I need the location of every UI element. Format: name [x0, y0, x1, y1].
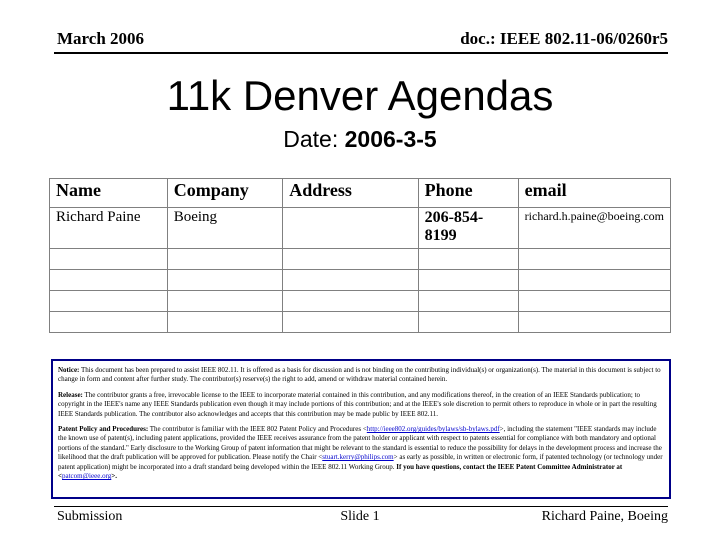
table-row	[50, 208, 671, 249]
chair-email-link[interactable]: stuart.kerry@philips.com	[322, 453, 394, 462]
header-rule	[54, 52, 668, 54]
empty-row	[50, 249, 671, 270]
patent-text-3: > as early as possible, in written or electronic form, if patented technology (or technology under patent application) might be incorporated into a draft standard being developed within the IEEE 802.11 Working Group.	[58, 453, 663, 471]
release-label: Release:	[58, 390, 83, 399]
slide-date	[0, 126, 720, 153]
patent-label: Patent Policy and Procedures:	[58, 425, 149, 434]
notice-box	[51, 359, 671, 499]
patent-bold-text: If you have questions, contact the IEEE Patent Committee Administrator at <	[58, 462, 623, 481]
author-phone: 206-854-8199	[418, 208, 518, 249]
patent-text-2: >, including the statement "IEEE standards may include the known use of patent(s), including patent applications, provided the IEEE receives assurance from the patent holder or applicant with respect to patents essential for compliance with both mandatory and optional portions of the standard." Early disclosure to the Working Group of patent information that might be relevant to the standard is essential to reduce the possibility for delays in the development process and increase the likelihood that the draft publication will be approved for publication. Please notify the Chair <	[58, 425, 662, 462]
release-paragraph	[58, 391, 664, 419]
header-doc-id: doc.: IEEE 802.11-06/0260r5	[460, 29, 668, 48]
bylaws-link[interactable]: http://ieee802.org/guides/bylaws/sb-bylaws.pdf	[366, 425, 500, 434]
patent-paragraph	[58, 425, 664, 481]
authors-table	[49, 178, 671, 333]
patent-end: >.	[111, 472, 118, 481]
author-address	[283, 208, 418, 249]
slide-title: 11k Denver Agendas	[166, 72, 554, 119]
header-name: Name	[50, 179, 168, 208]
header-address: Address	[283, 179, 418, 208]
footer-rule	[54, 506, 668, 507]
notice-text: This document has been prepared to assist IEEE 802.11. It is offered as a basis for discussion and is not binding on the contributing individual(s) or organization(s). The material in this document is subject to change in form and content after further study. The contributor(s) reserve(s) the right to add, amend or withdraw material contained herein.	[58, 366, 661, 384]
date-value: 2006-3-5	[344, 126, 437, 152]
empty-row	[50, 270, 671, 291]
header-date: March 2006	[57, 29, 145, 48]
header-email: email	[518, 179, 670, 208]
header-company: Company	[167, 179, 283, 208]
empty-row	[50, 291, 671, 312]
footer-slide-number: Slide 1	[340, 509, 380, 524]
author-email: richard.h.paine@boeing.com	[518, 208, 670, 249]
author-company: Boeing	[167, 208, 283, 249]
notice-paragraph	[58, 366, 664, 385]
notice-label: Notice:	[58, 366, 80, 374]
patent-text-1: The contributor is familiar with the IEEE 802 Patent Policy and Procedures <	[149, 425, 367, 434]
empty-row	[50, 312, 671, 333]
footer-author: Richard Paine, Boeing	[541, 509, 668, 524]
authors-header-row	[50, 179, 671, 208]
release-text: The contributor grants a free, irrevocable license to the IEEE to incorporate material contained in this contribution, and any modifications thereof, in the creation of an IEEE Standards publication; to copyright in the IEEE's name any IEEE Standards publication even though it may include portions of this contribution; and at the IEEE's sole discretion to permit others to reproduce in whole or in part the resulting IEEE Standards publication. The contributor also acknowledges and accepts that this contribution may be made public by IEEE 802.11.	[58, 390, 657, 418]
author-name: Richard Paine	[50, 208, 168, 249]
header-phone: Phone	[418, 179, 518, 208]
date-label: Date:	[283, 126, 339, 152]
admin-email-link[interactable]: patcom@ieee.org	[62, 472, 112, 481]
footer-submission: Submission	[57, 509, 123, 524]
